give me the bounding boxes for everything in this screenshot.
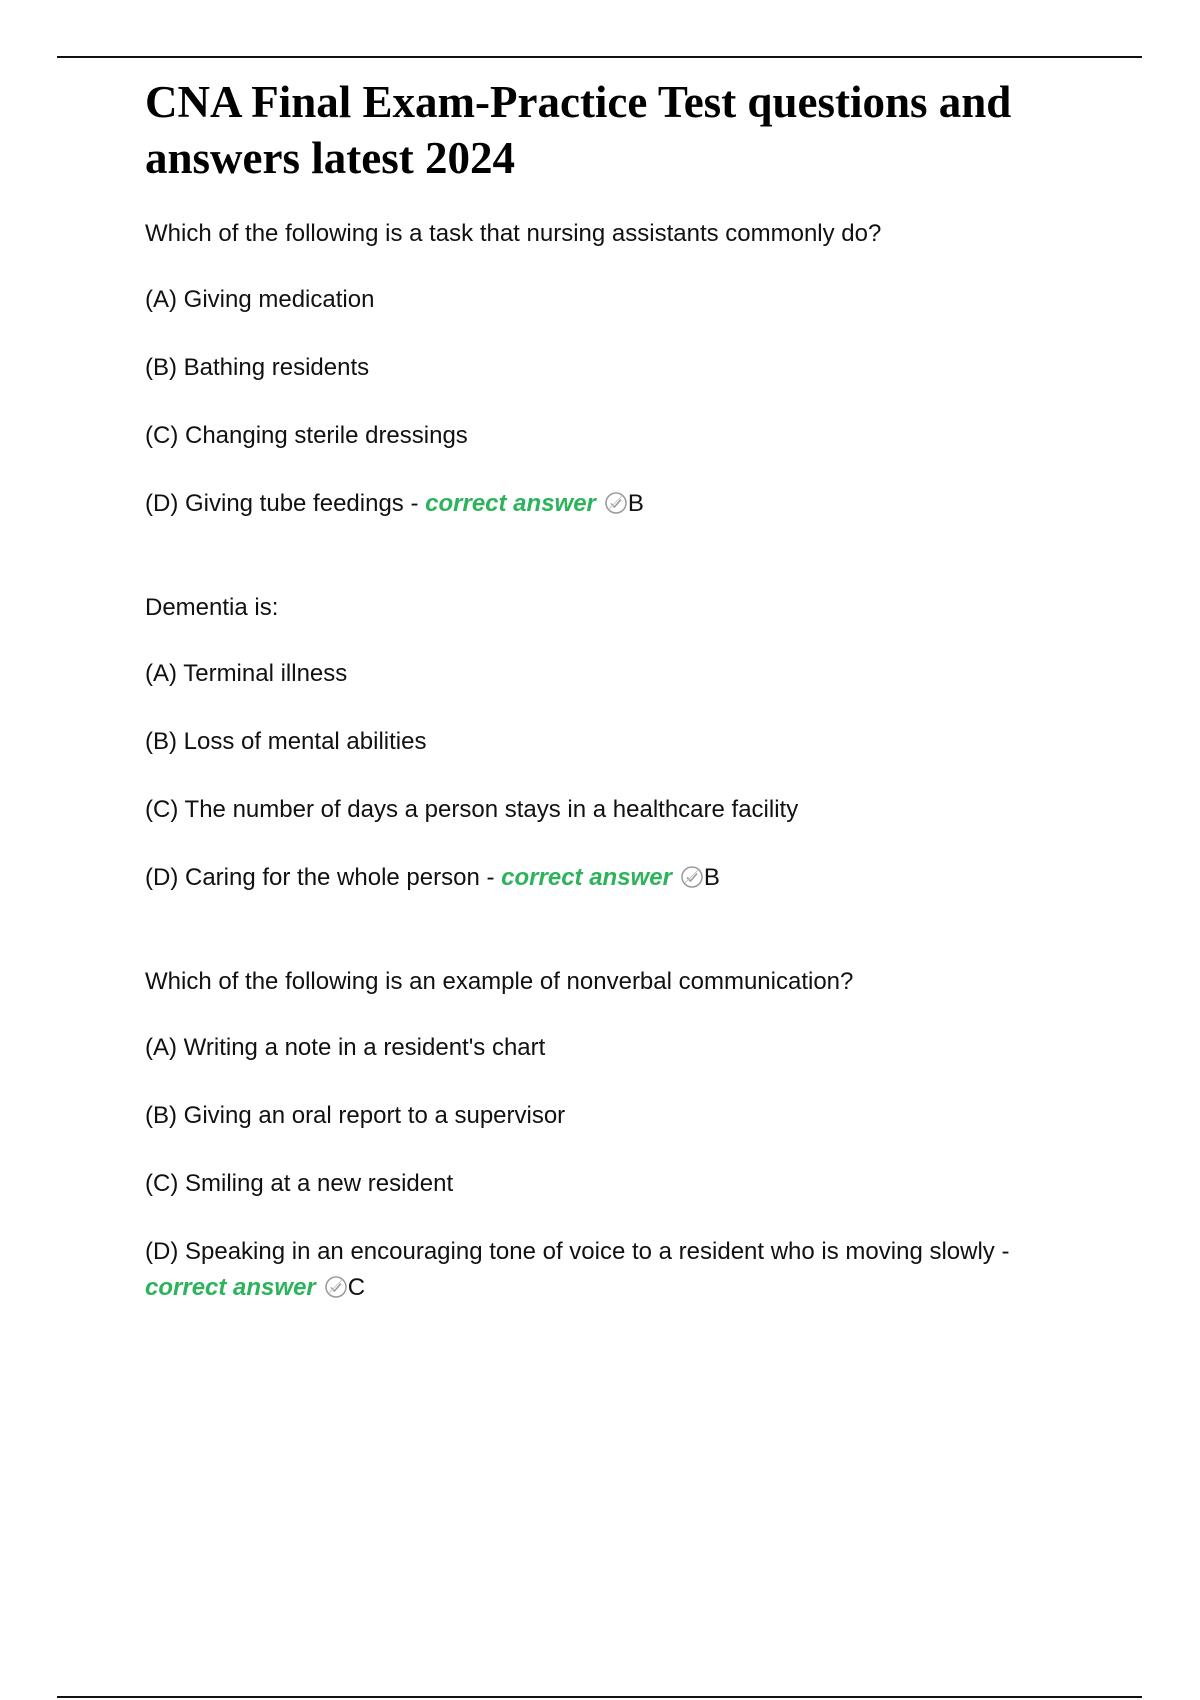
option-a: (A) Writing a note in a resident's chart — [145, 1034, 546, 1061]
option-c: (C) The number of days a person stays in a healthcare facility — [145, 796, 799, 823]
option-d — [145, 486, 1105, 522]
question-1 — [145, 216, 1105, 522]
option-d — [145, 860, 1105, 896]
answer-letter: B — [703, 864, 720, 891]
top-rule — [57, 56, 1142, 58]
option-d-text: (D) Speaking in an encouraging tone of voice to a resident who is moving slowly - — [145, 1238, 1010, 1265]
answer-letter: C — [347, 1274, 366, 1301]
option-a: (A) Giving medication — [145, 286, 375, 313]
option-c: (C) Smiling at a new resident — [145, 1170, 454, 1197]
document-body — [145, 74, 1105, 1382]
option-c: (C) Changing sterile dressings — [145, 422, 468, 449]
question-3 — [145, 964, 1105, 1314]
question-prompt: Which of the following is a task that nursing assistants commonly do? — [145, 220, 882, 247]
bottom-rule — [57, 1696, 1142, 1698]
correct-answer-label: correct answer — [425, 490, 596, 517]
check-circle-icon — [324, 1266, 348, 1290]
question-prompt: Which of the following is an example of nonverbal communication? — [145, 968, 854, 995]
answer-letter: B — [627, 490, 644, 517]
option-b: (B) Loss of mental abilities — [145, 728, 427, 755]
option-d-text: (D) Caring for the whole person - — [145, 864, 495, 891]
option-d-text: (D) Giving tube feedings - — [145, 490, 419, 517]
correct-answer-label: correct answer — [501, 864, 672, 891]
option-b: (B) Bathing residents — [145, 354, 370, 381]
check-circle-icon — [604, 490, 628, 514]
correct-answer-label: correct answer — [145, 1274, 316, 1301]
option-a: (A) Terminal illness — [145, 660, 348, 687]
check-circle-icon — [680, 864, 704, 888]
page-title: CNA Final Exam-Practice Test questions and answers latest 2024 — [145, 77, 1012, 183]
option-b: (B) Giving an oral report to a supervisor — [145, 1102, 566, 1129]
question-2 — [145, 590, 1105, 896]
question-prompt: Dementia is: — [145, 594, 279, 621]
